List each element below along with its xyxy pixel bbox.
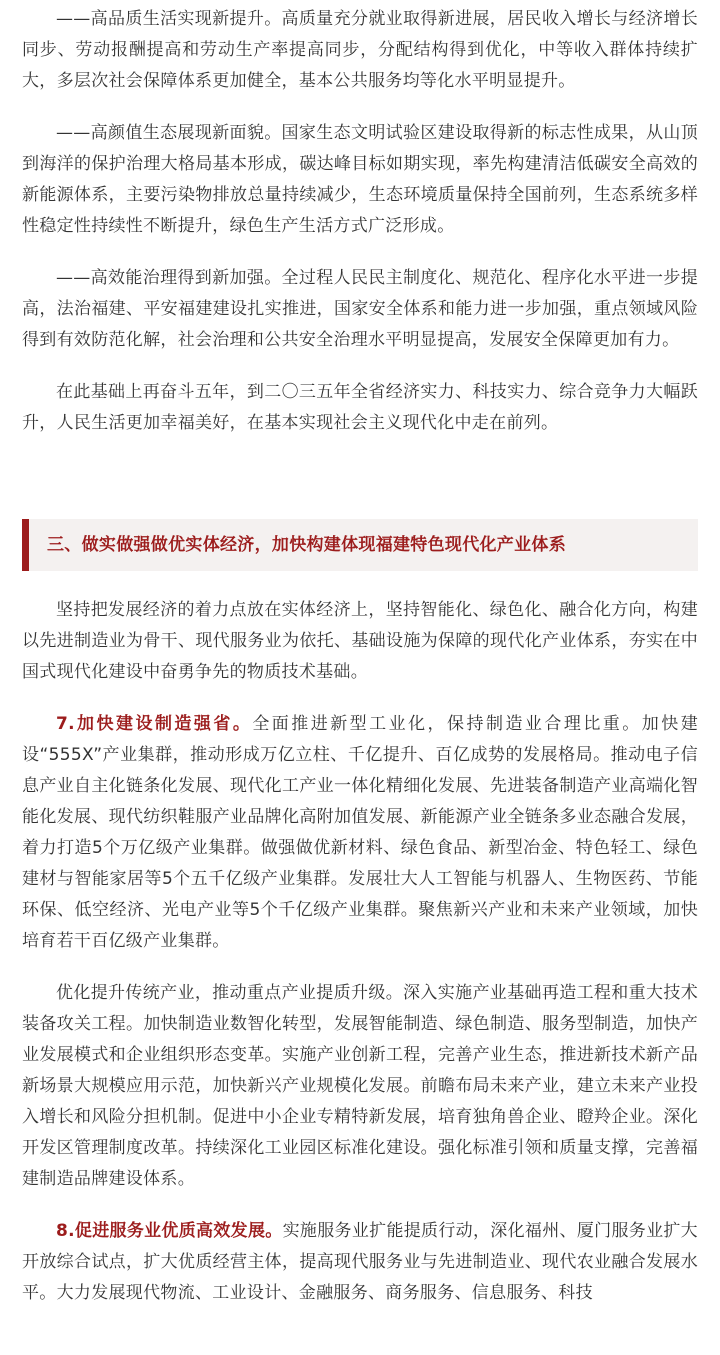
paragraph-traditional-industry: 优化提升传统产业，推动重点产业提质升级。深入实施产业基础再造工程和重大技术装备攻关工程。加快制造业数智化转型，发展智能制造、绿色制造、服务型制造，加快产业发展模式和企业组织形态变革。实施产业创新工程，完善产业生态，推进新技术新产品新场景大规模应用示范，加快新兴产业规模化发展。前瞻布局未来产业，建立未来产业投入增长和风险分担机制。促进中小企业专精特新发展，培育独角兽企业、瞪羚企业。深化开发区管理制度改革。持续深化工业园区标准化建设。强化标准引领和质量支撑，完善福建制造品牌建设体系。: [22, 983, 698, 1189]
bottom-section: [22, 595, 698, 1309]
paragraph-real-economy: 坚持把发展经济的着力点放在实体经济上，坚持智能化、绿色化、融合化方向，构建以先进制造业为骨干、现代服务业为依托、基础设施为保障的现代化产业体系，夯实在中国式现代化建设中奋勇争先的物质技术基础。: [22, 600, 698, 682]
services-heading: 8.促进服务业优质高效发展。: [56, 1221, 283, 1241]
section-title: 三、做实做强做优实体经济，加快构建体现福建特色现代化产业体系: [47, 535, 566, 555]
services-text: 实施服务业扩能提质行动，深化福州、厦门服务业扩大开放综合试点，扩大优质经营主体，提高现代服务业与先进制造业、现代农业融合发展水平。大力发展现代物流、工业设计、金融服务、商务服务、信息服务、科技: [22, 1221, 698, 1303]
paragraph-ecology: ——高颜值生态展现新面貌。国家生态文明试验区建设取得新的标志性成果，从山顶到海洋的保护治理大格局基本形成，碳达峰目标如期实现，率先构建清洁低碳安全高效的新能源体系，主要污染物排放总量持续减少，生态环境质量保持全国前列，生态系统多样性稳定性持续性不断提升，绿色生产生活方式广泛形成。: [22, 123, 698, 236]
manufacturing-heading: 7.加快建设制造强省。: [56, 714, 253, 734]
top-section: [22, 4, 698, 439]
paragraph-quality-life: ——高品质生活实现新提升。高质量充分就业取得新进展，居民收入增长与经济增长同步、劳动报酬提高和劳动生产率提高同步，分配结构得到优化，中等收入群体持续扩大，多层次社会保障体系更加健全，基本公共服务均等化水平明显提升。: [22, 9, 698, 91]
paragraph-2035-goal: 在此基础上再奋斗五年，到二〇三五年全省经济实力、科技实力、综合竞争力大幅跃升，人民生活更加幸福美好，在基本实现社会主义现代化中走在前列。: [22, 382, 698, 433]
paragraph-manufacturing: [22, 709, 698, 957]
manufacturing-text: 全面推进新型工业化，保持制造业合理比重。加快建设“555X”产业集群，推动形成万亿立柱、千亿提升、百亿成势的发展格局。推动电子信息产业自主化链条化发展、现代化工产业一体化精细化发展、先进装备制造产业高端化智能化发展、现代纺织鞋服产业品牌化高附加值发展、新能源产业全链条多业态融合发展，着力打造5个万亿级产业集群。做强做优新材料、绿色食品、新型冶金、特色轻工、绿色建材与智能家居等5个五千亿级产业集群。发展壮大人工智能与机器人、生物医药、节能环保、低空经济、光电产业等5个千亿级产业集群。聚焦新兴产业和未来产业领域，加快培育若干百亿级产业集群。: [22, 714, 698, 951]
paragraph-governance: ——高效能治理得到新加强。全过程人民民主制度化、规范化、程序化水平进一步提高，法治福建、平安福建建设扎实推进，国家安全体系和能力进一步加强，重点领域风险得到有效防范化解，社会治理和公共安全治理水平明显提高，发展安全保障更加有力。: [22, 268, 698, 350]
section-heading-banner: [22, 519, 698, 571]
paragraph-services: [22, 1216, 698, 1309]
